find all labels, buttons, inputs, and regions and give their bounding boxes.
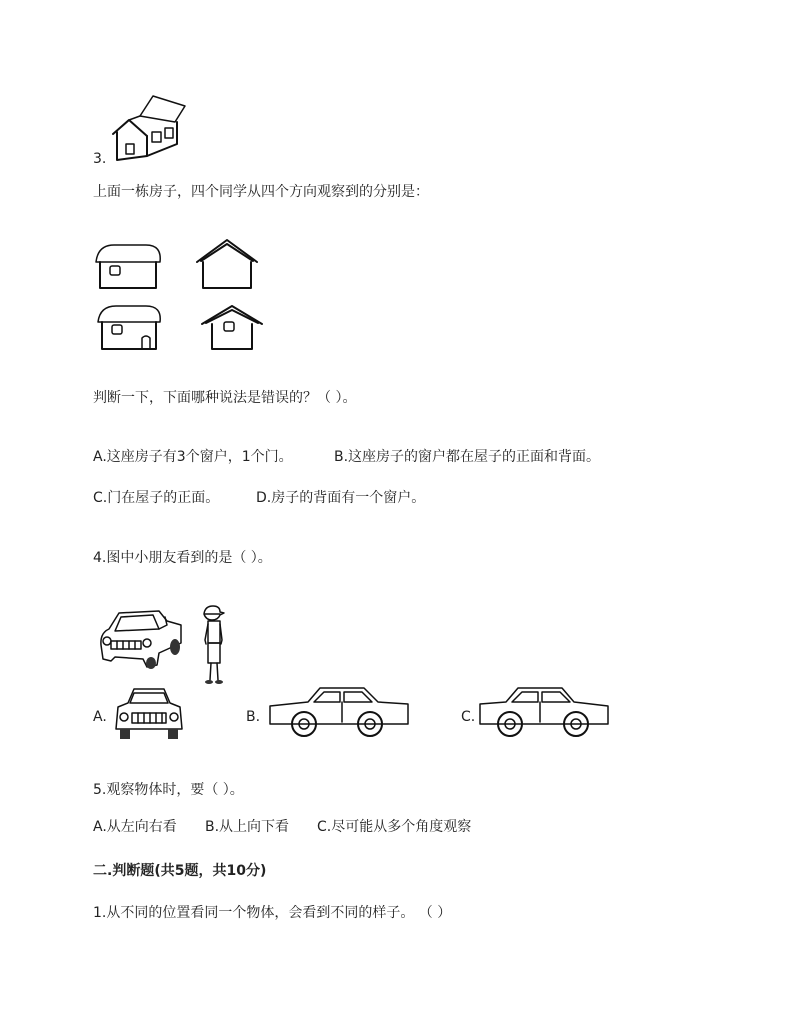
j1-question: 1.从不同的位置看同一个物体，会看到不同的样子。 （ ） — [93, 905, 452, 921]
house-3d-figure — [105, 92, 190, 164]
q3-option-c: C.门在屋子的正面。 — [93, 490, 220, 506]
q4-label-b: B. — [246, 709, 261, 725]
house-view-side-window — [200, 302, 264, 352]
q5-question: 5.观察物体时，要（ ）。 — [93, 782, 244, 798]
house-view-side-plain — [195, 236, 259, 292]
car-perspective-figure — [97, 607, 185, 673]
house-view-back — [94, 302, 166, 352]
q5-option-a: A.从左向右看 — [93, 819, 177, 835]
house-view-front — [92, 240, 164, 292]
child-figure — [198, 604, 228, 686]
q4-label-c: C. — [461, 709, 476, 725]
q5-option-c: C.尽可能从多个角度观察 — [317, 819, 472, 835]
car-front-view — [112, 685, 186, 743]
q3-description: 上面一栋房子，四个同学从四个方向观察到的分别是： — [93, 184, 429, 200]
q3-number: 3. — [93, 151, 107, 167]
section2-title: 二.判断题(共5题，共10分) — [93, 863, 267, 879]
q4-label-a: A. — [93, 709, 107, 725]
q3-option-d: D.房子的背面有一个窗户。 — [256, 490, 426, 506]
q3-option-a: A.这座房子有3个窗户，1个门。 — [93, 449, 293, 465]
q3-option-b: B.这座房子的窗户都在屋子的正面和背面。 — [334, 449, 601, 465]
q5-option-b: B.从上向下看 — [205, 819, 290, 835]
q3-question: 判断一下，下面哪种说法是错误的？（ ）。 — [93, 390, 357, 406]
q4-question: 4.图中小朋友看到的是（ ）。 — [93, 550, 272, 566]
car-side-view-c — [476, 684, 612, 740]
car-side-view-b — [266, 684, 412, 740]
